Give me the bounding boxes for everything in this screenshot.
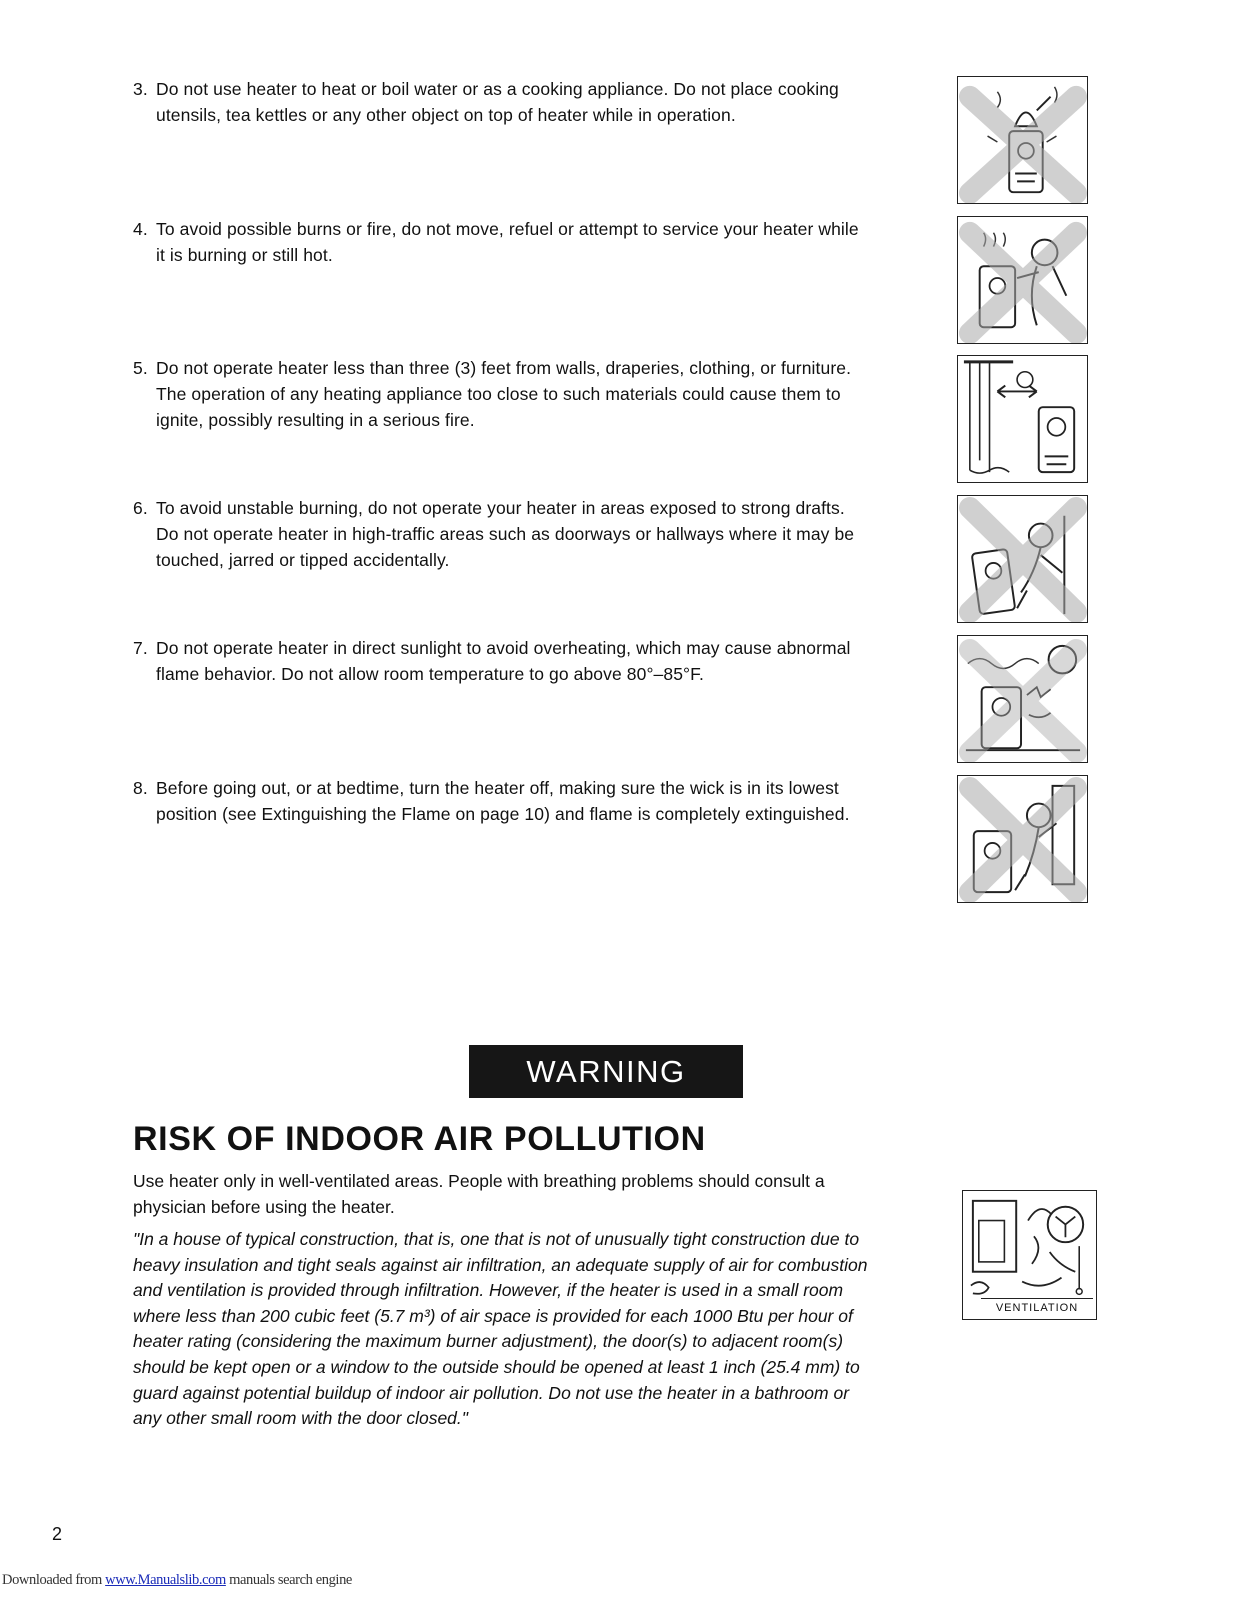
moving-hot-heater-illustration	[957, 216, 1088, 344]
safety-item-7	[133, 635, 863, 687]
ventilation-label: VENTILATION	[981, 1298, 1093, 1317]
page-number: 2	[52, 1524, 63, 1544]
safety-item-5	[133, 355, 863, 433]
ventilation-illustration	[962, 1190, 1097, 1320]
item-number: 6.	[133, 498, 148, 518]
kettle-on-heater-illustration	[957, 76, 1088, 204]
item-text: Do not use heater to heat or boil water or as a cooking appliance. Do not place cooking utensils, tea kettles or any other object on top of heater while in operation.	[156, 79, 839, 125]
heater-near-drapes-icon	[958, 356, 1087, 482]
direct-sunlight-illustration	[957, 635, 1088, 763]
item-number: 5.	[133, 358, 148, 378]
item-text: To avoid possible burns or fire, do not move, refuel or attempt to service your heater while it is burning or still hot.	[156, 219, 859, 265]
tipped-heater-icon	[958, 496, 1087, 622]
safety-item-4	[133, 216, 863, 268]
clearance-distance-illustration	[957, 355, 1088, 483]
footer-prefix: Downloaded from	[2, 1572, 106, 1588]
safety-item-8	[133, 775, 863, 827]
kettle-heater-icon	[958, 77, 1087, 203]
leaving-heater-on-illustration	[957, 775, 1088, 903]
safety-item-6	[133, 495, 863, 573]
item-number: 3.	[133, 79, 148, 99]
item-text: To avoid unstable burning, do not operate your heater in areas exposed to strong drafts. Do not operate heater in high-traffic areas such as doorways or hallways where it may be touched, jarred or tipped accidentally.	[156, 498, 855, 570]
manualslib-link[interactable]: www.Manualslib.com	[105, 1572, 226, 1588]
item-text: Before going out, or at bedtime, turn the heater off, making sure the wick is in its lowest position (see Extinguishing the Flame on page 10) and flame is completely extinguished.	[156, 778, 850, 824]
drafts-traffic-illustration	[957, 495, 1088, 623]
item-number: 4.	[133, 219, 148, 239]
safety-item-3	[133, 76, 863, 128]
heater-left-on-icon	[958, 776, 1087, 902]
item-number: 7.	[133, 638, 148, 658]
section-heading: RISK OF INDOOR AIR POLLUTION	[133, 1120, 706, 1158]
item-number: 8.	[133, 778, 148, 798]
item-text: Do not operate heater in direct sunlight to avoid overheating, which may cause abnormal flame behavior. Do not allow room temperature to go above 80°–85°F.	[156, 638, 851, 684]
ventilation-quote: "In a house of typical construction, that is, one that is not of unusually tight construction due to heavy insulation and tight seals against air infiltration, an adequate supply of air for combustion and ventilation is provided through infiltration. However, if the heater is used in a small room where less than 200 cubic feet (5.7 m³) of air space is provided for each 1000 Btu per hour of heater rating (considering the maximum burner adjustment), the door(s) to adjacent room(s) should be kept open or a window to the outside should be opened at least 1 inch (25.4 mm) to guard against potential buildup of indoor air pollution. Do not use the heater in a bathroom or any other small room with the door closed."	[133, 1229, 868, 1429]
sun-on-heater-icon	[958, 636, 1087, 762]
footer-suffix: manuals search engine	[225, 1572, 352, 1588]
item-text: Do not operate heater less than three (3) feet from walls, draperies, clothing, or furniture. The operation of any heating appliance too close to such materials could cause them to ignite, possibly resulting in a serious fire.	[156, 358, 852, 430]
warning-banner: WARNING	[469, 1045, 743, 1098]
ventilation-intro: Use heater only in well-ventilated areas. People with breathing problems should consult a physician before using the heater.	[133, 1171, 825, 1217]
download-footer	[2, 1572, 352, 1589]
moving-heater-icon	[958, 217, 1087, 343]
